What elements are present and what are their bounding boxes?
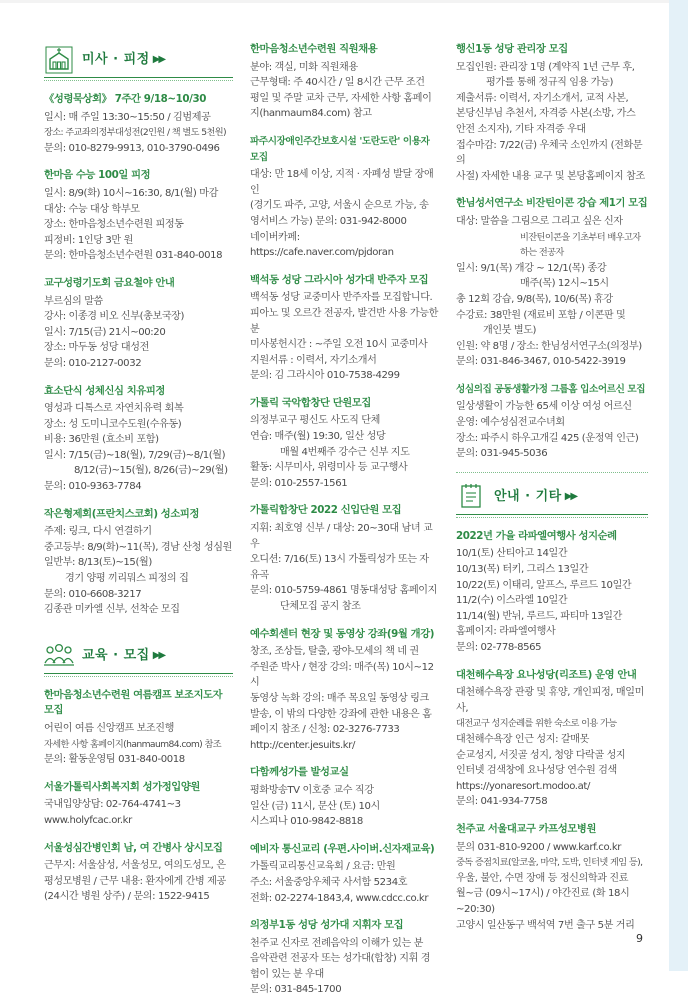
listing-line: 지휘: 최호영 신부 / 대상: 20~30대 남녀 교우 — [250, 523, 433, 550]
listing-heading: 한마음청소년수련원 여름캠프 보조지도자 모집 — [44, 688, 223, 717]
listing-heading: 다함께성가를 발성교실 — [250, 766, 349, 779]
listing-line: (24시간 병원 상주) / 문의: 1522-9415 — [44, 891, 210, 903]
listing-line: 대상: 말씀을 그림으로 그리고 싶은 신자 — [456, 215, 623, 227]
listing-line: 부르심의 말씀 — [44, 295, 103, 307]
listing-heading: 작은형제회(프란치스코회) 성소피정 — [44, 507, 199, 520]
listing-line: 홈페이지: 라파엘여행사 — [456, 626, 556, 638]
listing-line: 대천해수욕장 인근 성지: 갈매못 — [456, 733, 589, 745]
notepad-icon — [456, 481, 486, 511]
listing-line: 활동: 시무미사, 위령미사 등 교구행사 — [250, 462, 408, 474]
listing-heading: 한마음 수능 100일 피정 — [44, 169, 151, 182]
right-margin-strip — [669, 0, 688, 971]
listing-heading: 예수회센터 현장 및 동영상 강좌(9월 개강) — [250, 627, 435, 640]
listing-line: 발송, 이 밖의 다양한 강좌에 관한 내용은 홈 — [250, 708, 432, 720]
listing-line: 장소: 주교좌의정부대성전(2인원 / 책 별도 5천원) — [44, 127, 227, 139]
listing-line: 사절) 자세한 내용 교구 및 본당홈페이지 참조 — [456, 170, 645, 182]
listing-line: 중고등부: 8/9(화)~11(목), 경남 산청 성심원 — [44, 541, 232, 553]
listing-heading: 가톨릭합창단 2022 신입단원 모집 — [250, 504, 402, 517]
double-arrow-icon: ▶▶ — [152, 649, 165, 661]
listing-item — [250, 42, 438, 122]
listing-line: 경기 양평 끼리뭐스 피정의 집 — [65, 573, 189, 585]
listing-heading: 한마음청소년수련원 직원채용 — [250, 43, 378, 55]
listing-heading: 가톨릭 국악합창단 단원모집 — [250, 396, 371, 409]
listing-line: 영성과 디톡스로 자연치유력 회복 — [44, 403, 184, 415]
listing-heading: 천주교 서울대교구 카프성모병원 — [456, 822, 597, 835]
listing-item — [44, 168, 233, 264]
listing-line: 시스피나 010-9842-8818 — [250, 816, 363, 828]
listing-line: 모집인원: 관리장 1명 (계약직 1년 근무 후, — [456, 61, 635, 73]
column-left — [44, 42, 233, 905]
listing-heading: 예비자 통신교리 (우편.사이버.신자재교육) — [250, 842, 435, 855]
listing-line: 창조, 조상들, 탈출, 광야-모세의 책 네 권 — [250, 646, 419, 658]
listing-line: 10/13(목) 터키, 그리스 13일간 — [456, 564, 589, 576]
listing-line: 일시: 7/15(금) 21시~00:20 — [44, 326, 166, 338]
mass-listing — [44, 92, 233, 618]
listing-heading: 백석동 성당 그라시아 성가대 반주자 모집 — [250, 273, 429, 286]
listing-line: 평가를 통해 정규직 임용 가능) — [486, 77, 613, 89]
listing-line: 문의: 031-845-1700 — [250, 984, 342, 996]
listing-line: 일시: 7/15(금)~18(월), 7/29(금)~8/1(월) — [44, 449, 226, 461]
listing-line: 순교성지, 서짓골 성지, 청양 다락골 성지 — [456, 749, 626, 761]
listing-line: 일시: 매 주일 13:30~15:50 / 김범제공 — [44, 111, 211, 123]
listing-line: 평화방송TV 이호중 교수 직강 — [250, 784, 374, 796]
listing-item — [44, 384, 233, 495]
listing-item — [250, 842, 438, 906]
listing-line: 평일 및 주말 교차 근무, 자세한 사항 홈페이 — [250, 92, 432, 104]
listing-line: 평성모병원 / 근무 내용: 환자에게 간병 제공 — [44, 875, 226, 887]
listing-line: 일시: 9/1(목) 개강 ~ 12/1(목) 종강 — [456, 262, 607, 274]
listing-line: 일상생활이 가능한 65세 이상 여성 어르신 — [456, 401, 632, 413]
listing-heading: 의정부1동 성당 성가대 지휘자 모집 — [250, 919, 404, 932]
double-arrow-icon: ▶▶ — [564, 490, 577, 502]
listing-heading: 《성령묵상회》 7주간 9/18~10/30 — [44, 93, 207, 105]
listing-line: 문의: 한마음청소년수련원 031-840-0018 — [44, 250, 223, 262]
listing-heading: 성심의집 공동생활가정 그룹홈 입소어르신 모집 — [456, 383, 646, 395]
listing-heading: 서울가톨릭사회복지회 성가정입양원 — [44, 780, 200, 793]
listing-line: 문의: 041-934-7758 — [456, 796, 548, 808]
listing-item — [44, 276, 233, 372]
listing-item — [456, 382, 648, 462]
listing-line: 비잔틴이콘을 기초부터 배우고자 하는 전공자 — [520, 231, 641, 259]
listing-line: 매월 4번째주 강수근 신부 지도 — [280, 446, 410, 458]
listing-line: 문의: 김 그라시아 010-7538-4299 — [250, 370, 400, 382]
listing-line: 비용: 36만원 (효소비 포함) — [44, 434, 159, 446]
listing-item — [44, 92, 233, 156]
listing-heading: 2022년 가을 라파엘여행사 성지순례 — [456, 529, 617, 542]
listing-line: 안전 소지자), 기타 자격증 우대 — [456, 123, 586, 135]
listing-line: 대전교구 성지순례를 위한 숙소로 이용 가능 — [456, 718, 617, 730]
listing-line: 10/22(토) 이태리, 알프스, 루르드 10일간 — [456, 579, 632, 591]
listing-line: 11/14(월) 반뉘, 루르드, 파티마 13일간 — [456, 610, 622, 622]
listing-item — [44, 507, 233, 618]
section-title-notice: 안내 · 기타 — [494, 488, 562, 504]
listing-item — [250, 134, 438, 261]
listing-item — [250, 396, 438, 492]
listing-line: 문의: 010-8279-9913, 010-3790-0496 — [44, 142, 220, 154]
listing-line: 10/1(토) 산티아고 14일간 — [456, 548, 568, 560]
listing-line: 8/12(금)~15(월), 8/26(금)~29(월) — [74, 465, 228, 477]
listing-line: 우울, 불안, 수면 장애 등 정신의학과 진료 — [456, 872, 629, 884]
top-rule — [0, 0, 669, 3]
listing-line: 장소: 한마음청소년수련원 피정동 — [44, 219, 184, 231]
listing-line: 제출서류: 이력서, 자기소개서, 교적 사본, — [456, 92, 629, 104]
listing-line: 전화: 02-2274-1843,4, www.cdcc.co.kr — [250, 892, 429, 904]
listing-line: 지원서류 : 이력서, 자기소개서 — [250, 354, 377, 366]
listing-line: 지(hanmaum84.com) 참고 — [250, 108, 372, 120]
notice-listing — [456, 42, 648, 933]
listing-line: 강사: 이종경 비오 신부(총보국장) — [44, 311, 185, 323]
listing-line: http://center.jesuits.kr/ — [250, 739, 355, 751]
listing-line: 음악관련 전공자 또는 성가대(합창) 지휘 경 — [250, 953, 431, 965]
section-header-notice — [456, 479, 648, 515]
listing-line: 운영: 예수성심전교수녀회 — [456, 417, 565, 429]
listing-line: www.holyfcac.or.kr — [44, 814, 132, 826]
section-title-mass: 미사 · 피정 — [82, 51, 150, 67]
listing-line: 페이지 참조 / 신청: 02-3276-7733 — [250, 724, 400, 736]
church-icon — [44, 45, 74, 75]
listing-line: 일반부: 8/13(토)~15(월) — [44, 557, 152, 569]
listing-heading: 대천해수욕장 요나성당(리조트) 운영 안내 — [456, 668, 637, 681]
section-header-education — [44, 638, 233, 674]
listing-line: 매주(목) 12시~15시 — [520, 278, 609, 290]
listing-item — [456, 196, 648, 370]
column-right — [456, 42, 648, 933]
listing-line: 중독 증점치료(알코올, 마약, 도박, 인터넷 게임 등), — [456, 857, 643, 869]
listing-heading: 서울성심간병인회 남, 여 간병사 상시모집 — [44, 841, 223, 854]
listing-line: 어린이 여름 신앙캠프 보조진행 — [44, 723, 174, 734]
listing-item — [250, 918, 438, 998]
listing-line: 주소: 서울중앙우체국 사서함 5234호 — [250, 876, 408, 888]
listing-line: 문의: 02-778-8565 — [456, 642, 542, 653]
listing-line: 인터넷 검색창에 요나성당 연수원 검색 — [456, 765, 617, 777]
listing-item — [250, 273, 438, 384]
listing-line: 문의 031-810-9200 / www.karf.co.kr — [456, 841, 622, 853]
listing-line: 분야: 객실, 미화 직원채용 — [250, 61, 358, 73]
listing-line: 장소: 파주시 하우고개길 425 (운정역 인근) — [456, 432, 639, 444]
listing-item — [456, 529, 648, 656]
listing-item — [44, 688, 233, 768]
listing-line: 근무지: 서울삼성, 서울성모, 여의도성모, 은 — [44, 860, 226, 872]
column-middle — [250, 42, 438, 998]
listing-line: 인원: 약 8명 / 장소: 한님성서연구소(의정부) — [456, 340, 642, 352]
listing-item — [250, 627, 438, 754]
listing-line: 개인붓 별도) — [483, 325, 537, 337]
listing-line: 국내입양상담: 02-764-4741~3 — [44, 799, 181, 811]
listing-line: 문의: 010-2127-0032 — [44, 357, 142, 369]
page-number: 9 — [636, 932, 643, 945]
listing-line: 문의: 031-846-3467, 010-5422-3919 — [456, 356, 626, 368]
listing-line: 문의: 010-5759-4861 명동대성당 홈페이지 — [250, 585, 438, 597]
listing-line: 백석동 성당 교중미사 반주자를 모집합니다. — [250, 292, 433, 304]
listing-line: 주원준 박사 / 현장 강의: 매주(목) 10시~12시 — [250, 661, 434, 689]
listing-item — [456, 668, 648, 810]
listing-line: 고양시 일산동구 백석역 7번 출구 5분 거리 — [456, 919, 635, 931]
listing-line: 대상: 수능 대상 학부모 — [44, 203, 140, 215]
listing-heading: 한님성서연구소 비잔틴이콘 강습 제1기 모집 — [456, 197, 648, 210]
listing-heading: 파주시장애인주간보호시설 '도란도란' 이용자 모집 — [250, 135, 430, 163]
listing-line: 장소: 마두동 성당 대성전 — [44, 342, 149, 354]
listing-line: 영서비스 가능) 문의: 031-942-8000 — [250, 215, 407, 227]
listing-line: 수강료: 38만원 (재료비 포함 / 이콘판 및 — [456, 309, 626, 321]
listing-heading: 행신1동 성당 관리장 모집 — [456, 43, 568, 55]
listing-line: https://yonaresort.modoo.at/ — [456, 780, 590, 792]
listing-item — [44, 841, 233, 905]
people-icon — [44, 640, 74, 670]
listing-line: 총 12회 강습, 9/8(목), 10/6(목) 휴강 — [456, 293, 613, 305]
section-header-mass — [44, 42, 233, 78]
listing-line: 오디션: 7/16(토) 13시 가톨릭성가 또는 자유곡 — [250, 554, 429, 581]
listing-line: 문의: 010-9363-7784 — [44, 481, 142, 493]
listing-item — [250, 503, 438, 614]
education-listing — [44, 688, 233, 905]
listing-line: 의정부교구 평신도 사도직 단체 — [250, 415, 380, 427]
listing-line: 일산 (금) 11시, 문산 (토) 10시 — [250, 800, 380, 812]
listing-line: 자세한 사항 홈페이지(hanmaum84.com) 참조 — [44, 738, 222, 750]
listing-line: 본당신부님 추천서, 자격증 사본(소방, 가스 — [456, 108, 636, 120]
listing-item — [44, 780, 233, 829]
listing-item — [250, 765, 438, 829]
listing-line: 문의: 활동운영팀 031-840-0018 — [44, 754, 185, 766]
listing-line: (경기도 파주, 고양, 서울시 순으로 가능, 송 — [250, 200, 429, 212]
listing-item — [456, 42, 648, 184]
listing-heading: 효소단식 성체신심 치유피정 — [44, 384, 165, 397]
listing-line: 주제: 링크, 다시 연결하기 — [44, 526, 152, 538]
listing-line: 피정비: 1인당 3만 원 — [44, 234, 133, 246]
listing-line: 대상: 만 18세 이상, 지적 · 자폐성 발달 장애인 — [250, 169, 434, 196]
listing-line: 단체모집 공지 참조 — [280, 601, 361, 612]
recruit-listing — [250, 42, 438, 998]
listing-line: 문의: 031-945-5036 — [456, 448, 548, 460]
listing-line: 네이버카페: https://cafe.naver.com/pjdoran — [250, 231, 394, 259]
listing-heading: 교구성령기도회 금요철야 안내 — [44, 276, 175, 289]
listing-line: 접수마감: 7/22(금) 우체국 소인까지 (전화문의 — [456, 139, 643, 167]
section-divider — [456, 472, 648, 473]
listing-line: 대천해수욕장 관광 및 휴양, 개인피정, 매일미사, — [456, 687, 644, 714]
listing-line: 월~금 (09시~17시) / 야간진료 (화 18시~20:30) — [456, 888, 630, 915]
listing-line: 피아노 및 오르간 전공자, 발건반 사용 가능한 분 — [250, 307, 438, 335]
listing-line: 동영상 녹화 강의: 매주 목요일 동영상 링크 — [250, 692, 429, 704]
listing-line: 천주교 신자로 전례음악의 이해가 있는 분 — [250, 937, 424, 949]
double-arrow-icon: ▶▶ — [152, 53, 165, 65]
listing-item — [456, 822, 648, 933]
listing-line: 근무형태: 주 40시간 / 일 8시간 근무 조건 — [250, 77, 425, 89]
listing-line: 장소: 성 도미니코수도원(수유동) — [44, 418, 182, 430]
listing-line: 미사봉헌시간 : ~주일 오전 10시 교중미사 — [250, 339, 428, 351]
listing-line: 문의: 010-6608-3217 — [44, 588, 142, 600]
listing-line: 문의: 010-2557-1561 — [250, 477, 348, 489]
listing-line: 11/2(수) 이스라엘 10일간 — [456, 595, 568, 607]
listing-line: 김종관 미카엘 신부, 선착순 모집 — [44, 604, 180, 616]
listing-line: 연습: 매주(월) 19:30, 일산 성당 — [250, 431, 386, 443]
section-title-education: 교육 · 모집 — [82, 647, 150, 663]
listing-line: 험이 있는 분 우대 — [250, 968, 324, 980]
listing-line: 일시: 8/9(화) 10시~16:30, 8/1(월) 마감 — [44, 187, 218, 199]
listing-line: 가톨릭교리통신교육회 / 요금: 만원 — [250, 861, 396, 873]
